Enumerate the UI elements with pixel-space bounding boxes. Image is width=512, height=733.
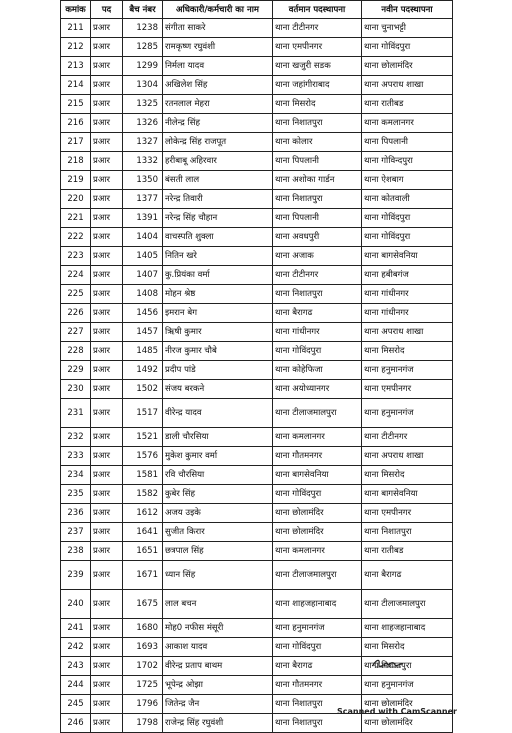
table-row — [61, 95, 453, 114]
cell-serial: 218 — [61, 152, 91, 171]
cell-name: कु.प्रियंका वर्मा — [163, 266, 273, 285]
table-row — [61, 133, 453, 152]
cell-new-posting: थाना हनुमानगंज — [362, 399, 453, 428]
header-serial: कमांक — [61, 1, 91, 19]
cell-current-posting: थाना गोविंदपुरा — [273, 485, 362, 504]
header-batch: बैच नंबर — [123, 1, 163, 19]
cell-batch: 1675 — [123, 590, 163, 619]
cell-serial: 231 — [61, 399, 91, 428]
cell-serial: 242 — [61, 638, 91, 657]
table-row — [61, 485, 453, 504]
cell-post: प्रआर — [91, 466, 123, 485]
cell-name: राजेन्द्र सिंह रघुवंशी — [163, 714, 273, 733]
cell-serial: 226 — [61, 304, 91, 323]
cell-current-posting: थाना निशातपुरा — [273, 714, 362, 733]
cell-batch: 1680 — [123, 619, 163, 638]
cell-serial: 211 — [61, 19, 91, 38]
cell-name: नितिन खरे — [163, 247, 273, 266]
scanner-footer: Scanned with CamScanner — [337, 707, 457, 716]
cell-name: आकाश यादव — [163, 638, 273, 657]
table-row — [61, 561, 453, 590]
cell-batch: 1521 — [123, 428, 163, 447]
cell-name: ऋिषी कुमार — [163, 323, 273, 342]
header-new-posting: नवीन पदस्थापना — [362, 1, 453, 19]
cell-name: वीरेन्द्र यादव — [163, 399, 273, 428]
cell-new-posting: थाना शाहजहानाबाद — [362, 619, 453, 638]
table-row — [61, 38, 453, 57]
cell-batch: 1238 — [123, 19, 163, 38]
cell-batch: 1326 — [123, 114, 163, 133]
cell-current-posting: थाना टीटीनगर — [273, 266, 362, 285]
cell-name: लाल बचन — [163, 590, 273, 619]
cell-name: लोकेन्द्र सिंह राजपूत — [163, 133, 273, 152]
cell-name: नीलेन्द्र सिंह — [163, 114, 273, 133]
cell-post: प्रआर — [91, 323, 123, 342]
cell-name: नरेन्द्र तिवारी — [163, 190, 273, 209]
table-row — [61, 447, 453, 466]
cell-new-posting: थाना चुनाभट्टी — [362, 19, 453, 38]
cell-new-posting: थाना कमलानगर — [362, 114, 453, 133]
cell-new-posting: थाना निशातपुरा — [362, 657, 453, 676]
cell-post: प्रआर — [91, 76, 123, 95]
cell-post: प्रआर — [91, 19, 123, 38]
cell-current-posting: थाना टीलाजमालपुरा — [273, 399, 362, 428]
cell-name: रतनलाल मेहरा — [163, 95, 273, 114]
cell-serial: 243 — [61, 657, 91, 676]
cell-name: अखिलेश सिंह — [163, 76, 273, 95]
cell-batch: 1492 — [123, 361, 163, 380]
cell-name: प्रदीप पांडे — [163, 361, 273, 380]
table-row — [61, 714, 453, 733]
cell-current-posting: थाना निशातपुरा — [273, 285, 362, 304]
cell-current-posting: थाना मिसरोद — [273, 95, 362, 114]
transfer-list-sheet — [60, 0, 452, 733]
cell-serial: 241 — [61, 619, 91, 638]
header-current-posting: वर्तमान पदस्थापना — [273, 1, 362, 19]
cell-new-posting: थाना टीटीनगर — [362, 428, 453, 447]
cell-serial: 221 — [61, 209, 91, 228]
cell-post: प्रआर — [91, 247, 123, 266]
cell-name: रवि चौरसिया — [163, 466, 273, 485]
cell-name: संजय बरकने — [163, 380, 273, 399]
cell-serial: 222 — [61, 228, 91, 247]
table-row — [61, 209, 453, 228]
cell-current-posting: थाना शाहजहानाबाद — [273, 590, 362, 619]
cell-new-posting: थाना रातीबड — [362, 542, 453, 561]
cell-current-posting: थाना गांधीनगर — [273, 323, 362, 342]
cell-post: प्रआर — [91, 542, 123, 561]
cell-current-posting: थाना टीलाजमालपुरा — [273, 561, 362, 590]
cell-current-posting: थाना निशातपुरा — [273, 114, 362, 133]
cell-name: वीरेन्द्र प्रताप बाथम — [163, 657, 273, 676]
cell-new-posting: थाना छोलामंदिर — [362, 695, 453, 714]
cell-post: प्रआर — [91, 285, 123, 304]
cell-serial: 228 — [61, 342, 91, 361]
cell-batch: 1350 — [123, 171, 163, 190]
cell-new-posting: थाना गोविन्दपुरा — [362, 152, 453, 171]
table-row — [61, 590, 453, 619]
cell-batch: 1517 — [123, 399, 163, 428]
cell-new-posting: थाना अपराध शाखा — [362, 76, 453, 95]
header-post: पद — [91, 1, 123, 19]
cell-batch: 1612 — [123, 504, 163, 523]
cell-batch: 1456 — [123, 304, 163, 323]
table-row — [61, 638, 453, 657]
cell-serial: 232 — [61, 428, 91, 447]
table-row — [61, 190, 453, 209]
cell-batch: 1582 — [123, 485, 163, 504]
cell-serial: 239 — [61, 561, 91, 590]
cell-serial: 215 — [61, 95, 91, 114]
table-row — [61, 361, 453, 380]
cell-serial: 246 — [61, 714, 91, 733]
cell-name: नरेन्द्र सिंह चौहान — [163, 209, 273, 228]
table-row — [61, 19, 453, 38]
table-row — [61, 57, 453, 76]
cell-post: प्रआर — [91, 304, 123, 323]
cell-post: प्रआर — [91, 266, 123, 285]
cell-name: भूपेन्द्र ओझा — [163, 676, 273, 695]
cell-post: प्रआर — [91, 523, 123, 542]
cell-batch: 1285 — [123, 38, 163, 57]
table-row — [61, 247, 453, 266]
cell-batch: 1377 — [123, 190, 163, 209]
cell-new-posting: थाना छोलामंदिर — [362, 57, 453, 76]
table-row — [61, 323, 453, 342]
cell-post: प्रआर — [91, 342, 123, 361]
cell-current-posting: थाना कोहेफिजा — [273, 361, 362, 380]
cell-current-posting: थाना अवधपुरी — [273, 228, 362, 247]
cell-serial: 235 — [61, 485, 91, 504]
cell-new-posting: थाना गांधीनगर — [362, 285, 453, 304]
cell-batch: 1408 — [123, 285, 163, 304]
cell-name: हरीबाबू अहिरवार — [163, 152, 273, 171]
cell-post: प्रआर — [91, 38, 123, 57]
cell-batch: 1407 — [123, 266, 163, 285]
cell-post: प्रआर — [91, 361, 123, 380]
cell-current-posting: थाना गौतमनगर — [273, 447, 362, 466]
cell-serial: 220 — [61, 190, 91, 209]
cell-current-posting: थाना एमपीनगर — [273, 38, 362, 57]
table-row — [61, 523, 453, 542]
cell-batch: 1502 — [123, 380, 163, 399]
table-row — [61, 542, 453, 561]
cell-post: प्रआर — [91, 428, 123, 447]
cell-current-posting: थाना बैरागढ — [273, 304, 362, 323]
cell-post: प्रआर — [91, 676, 123, 695]
table-row — [61, 504, 453, 523]
cell-new-posting: थाना अपराध शाखा — [362, 323, 453, 342]
cell-new-posting: थाना गोविंदपुरा — [362, 38, 453, 57]
cell-current-posting: थाना अजाक — [273, 247, 362, 266]
cell-name: नीरज कुमार चौबे — [163, 342, 273, 361]
cell-serial: 234 — [61, 466, 91, 485]
cell-current-posting: थाना गोविंदपुरा — [273, 638, 362, 657]
cell-serial: 238 — [61, 542, 91, 561]
cell-new-posting: थाना गांधीनगर — [362, 304, 453, 323]
cell-post: प्रआर — [91, 638, 123, 657]
cell-name: ध्यान सिंह — [163, 561, 273, 590]
cell-current-posting: थाना निशातपुरा — [273, 190, 362, 209]
cell-name: छत्रपाल सिंह — [163, 542, 273, 561]
cell-batch: 1391 — [123, 209, 163, 228]
cell-new-posting: थाना पिपलानी — [362, 133, 453, 152]
cell-current-posting: थाना कमलानगर — [273, 428, 362, 447]
cell-batch: 1299 — [123, 57, 163, 76]
table-row — [61, 619, 453, 638]
cell-current-posting: थाना टीटीनगर — [273, 19, 362, 38]
cell-post: प्रआर — [91, 485, 123, 504]
cell-serial: 214 — [61, 76, 91, 95]
cell-serial: 217 — [61, 133, 91, 152]
cell-batch: 1581 — [123, 466, 163, 485]
cell-new-posting: थाना मिसरोद — [362, 638, 453, 657]
cell-current-posting: थाना छोलामंदिर — [273, 504, 362, 523]
cell-batch: 1641 — [123, 523, 163, 542]
table-row — [61, 676, 453, 695]
cell-current-posting: थाना पिपलानी — [273, 152, 362, 171]
cell-batch: 1325 — [123, 95, 163, 114]
cell-post: प्रआर — [91, 228, 123, 247]
cell-batch: 1693 — [123, 638, 163, 657]
cell-batch: 1405 — [123, 247, 163, 266]
cell-serial: 245 — [61, 695, 91, 714]
cell-new-posting: थाना हनुमानगंज — [362, 676, 453, 695]
table-row — [61, 285, 453, 304]
cell-serial: 233 — [61, 447, 91, 466]
cell-new-posting: थाना कोतवाली — [362, 190, 453, 209]
cell-post: प्रआर — [91, 190, 123, 209]
cell-batch: 1651 — [123, 542, 163, 561]
cell-batch: 1304 — [123, 76, 163, 95]
cell-current-posting: थाना अयोध्यानगर — [273, 380, 362, 399]
cell-name: सुजीत किरार — [163, 523, 273, 542]
cell-batch: 1332 — [123, 152, 163, 171]
table-row — [61, 266, 453, 285]
cell-new-posting: थाना गोविंदपुरा — [362, 228, 453, 247]
cell-new-posting: थाना टीलाजमालपुरा — [362, 590, 453, 619]
cell-batch: 1576 — [123, 447, 163, 466]
cell-new-posting: थाना बागसेवनिया — [362, 485, 453, 504]
cell-new-posting: थाना मिसरोद — [362, 342, 453, 361]
cell-current-posting: थाना कोलार — [273, 133, 362, 152]
cell-post: प्रआर — [91, 133, 123, 152]
cell-post: प्रआर — [91, 619, 123, 638]
cell-current-posting: थाना गोविंदपुरा — [273, 342, 362, 361]
cell-new-posting: थाना रातीबड — [362, 95, 453, 114]
cell-serial: 237 — [61, 523, 91, 542]
cell-current-posting: थाना निशातपुरा — [273, 695, 362, 714]
cell-batch: 1327 — [123, 133, 163, 152]
cell-batch: 1702 — [123, 657, 163, 676]
transfer-table — [60, 0, 453, 733]
table-row — [61, 304, 453, 323]
cell-new-posting: थाना गोविंदपुरा — [362, 209, 453, 228]
cell-batch: 1671 — [123, 561, 163, 590]
cell-name: बंसती लाल — [163, 171, 273, 190]
table-row — [61, 228, 453, 247]
table-row — [61, 428, 453, 447]
cell-current-posting: थाना जहांगीराबाद — [273, 76, 362, 95]
cell-name: निर्मला यादव — [163, 57, 273, 76]
cell-post: प्रआर — [91, 380, 123, 399]
cell-post: प्रआर — [91, 57, 123, 76]
cell-serial: 225 — [61, 285, 91, 304]
cell-post: प्रआर — [91, 399, 123, 428]
cell-current-posting: थाना अशोका गार्डन — [273, 171, 362, 190]
table-row — [61, 466, 453, 485]
cell-post: प्रआर — [91, 95, 123, 114]
cell-post: प्रआर — [91, 114, 123, 133]
cell-post: प्रआर — [91, 590, 123, 619]
cell-name: जितेन्द्र जैन — [163, 695, 273, 714]
cell-batch: 1796 — [123, 695, 163, 714]
cell-name: मोहन श्रेष्ठ — [163, 285, 273, 304]
cell-serial: 227 — [61, 323, 91, 342]
table-header-row — [61, 1, 453, 19]
cell-new-posting: थाना बैरागढ — [362, 561, 453, 590]
cell-current-posting: थाना कमलानगर — [273, 542, 362, 561]
cell-new-posting: थाना निशातपुरा — [362, 523, 453, 542]
cell-post: प्रआर — [91, 504, 123, 523]
cell-new-posting: थाना अपराध शाखा — [362, 447, 453, 466]
cell-current-posting: थाना छोलामंदिर — [273, 523, 362, 542]
cell-name: रामकृष्ण रघुवंशी — [163, 38, 273, 57]
table-row — [61, 342, 453, 361]
cell-post: प्रआर — [91, 561, 123, 590]
cell-serial: 224 — [61, 266, 91, 285]
cell-serial: 216 — [61, 114, 91, 133]
table-row — [61, 152, 453, 171]
cell-new-posting: थाना हबीबगंज — [362, 266, 453, 285]
cell-serial: 244 — [61, 676, 91, 695]
cell-current-posting: थाना खजुरी सडक — [273, 57, 362, 76]
cell-serial: 213 — [61, 57, 91, 76]
cell-name: संगीता साकरे — [163, 19, 273, 38]
header-name: अधिकारी/कर्मचारी का नाम — [163, 1, 273, 19]
cell-serial: 223 — [61, 247, 91, 266]
cell-serial: 230 — [61, 380, 91, 399]
cell-batch: 1725 — [123, 676, 163, 695]
cell-post: प्रआर — [91, 152, 123, 171]
table-row — [61, 76, 453, 95]
signature-mark — [371, 656, 405, 670]
cell-batch: 1404 — [123, 228, 163, 247]
cell-new-posting: थाना ऐशबाग — [362, 171, 453, 190]
cell-name: मुकेश कुमार वर्मा — [163, 447, 273, 466]
cell-current-posting: थाना हनुमानगंज — [273, 619, 362, 638]
table-body — [61, 19, 453, 733]
cell-name: मोह0 नफीस मंसूरी — [163, 619, 273, 638]
table-row — [61, 171, 453, 190]
cell-name: वाचस्पति शुक्ला — [163, 228, 273, 247]
cell-name: अजय उइके — [163, 504, 273, 523]
cell-current-posting: थाना बागसेवनिया — [273, 466, 362, 485]
cell-current-posting: थाना बैरागढ — [273, 657, 362, 676]
cell-current-posting: थाना पिपलानी — [273, 209, 362, 228]
cell-batch: 1485 — [123, 342, 163, 361]
cell-new-posting: थाना छोलामंदिर — [362, 714, 453, 733]
cell-serial: 229 — [61, 361, 91, 380]
cell-serial: 212 — [61, 38, 91, 57]
cell-new-posting: थाना हनुमानगंज — [362, 361, 453, 380]
cell-current-posting: थाना गौतमनगर — [273, 676, 362, 695]
cell-name: डाली चौरसिया — [163, 428, 273, 447]
table-row — [61, 114, 453, 133]
cell-post: प्रआर — [91, 171, 123, 190]
cell-post: प्रआर — [91, 209, 123, 228]
cell-serial: 240 — [61, 590, 91, 619]
cell-name: इमरान बेग — [163, 304, 273, 323]
cell-new-posting: थाना मिसरोद — [362, 466, 453, 485]
table-row — [61, 399, 453, 428]
cell-post: प्रआर — [91, 695, 123, 714]
cell-serial: 219 — [61, 171, 91, 190]
cell-new-posting: थाना बागसेवनिया — [362, 247, 453, 266]
cell-batch: 1457 — [123, 323, 163, 342]
cell-batch: 1798 — [123, 714, 163, 733]
cell-post: प्रआर — [91, 447, 123, 466]
cell-serial: 236 — [61, 504, 91, 523]
cell-post: प्रआर — [91, 657, 123, 676]
cell-new-posting: थाना एमपीनगर — [362, 504, 453, 523]
cell-name: कुबेर सिंह — [163, 485, 273, 504]
table-row — [61, 380, 453, 399]
cell-post: प्रआर — [91, 714, 123, 733]
cell-new-posting: थाना एमपीनगर — [362, 380, 453, 399]
